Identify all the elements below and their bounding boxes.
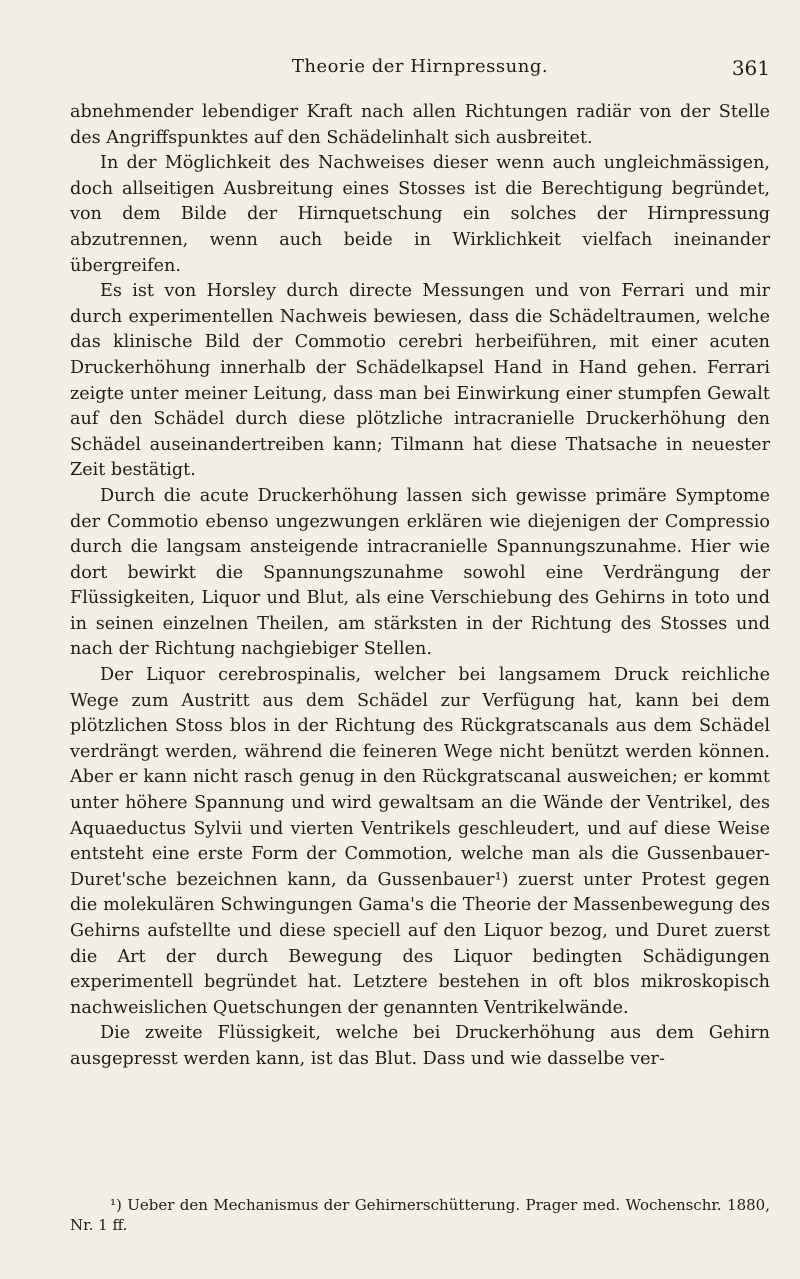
running-header [70, 56, 770, 86]
paragraph-1: abnehmender lebendiger Kraft nach allen Richtungen radiär von der Stelle des Angriffspunktes auf den Schädelinhalt sich ausbreitet. [70, 102, 770, 148]
paragraph-5: Der Liquor cerebrospinalis, welcher bei langsamem Druck reichliche Wege zum Austritt aus dem Schädel zur Verfügung hat, kann bei dem plötzlichen Stoss blos in der Richtung des Rückgratscanals aus dem Schädel verdrängt werden, während die feineren Wege nicht benützt werden können. Aber er kann nicht rasch genug in den Rückgratscanal ausweichen; er kommt unter höhere Spannung und wird gewaltsam an die Wände der Ventrikel, des Aquaeductus Sylvii und vierten Ventrikels geschleudert, und auf diese Weise entsteht eine erste Form der Commotion, welche man als die Gussenbauer-Duret'sche bezeichnen kann, da Gussenbauer¹) zuerst unter Protest gegen die molekulären Schwingungen Gama's die Theorie der Massenbewegung des Gehirns aufstellte und diese speciell auf den Liquor bezog, und Duret zuerst die Art der durch Bewegung des Liquor bedingten Schädigungen experimentell begründet hat. Letztere bestehen in oft blos mikroskopisch nachweislichen Quetschungen der genannten Ventrikelwände. [70, 665, 770, 1018]
page-number: 361 [731, 56, 770, 80]
paragraph-2: In der Möglichkeit des Nachweises dieser wenn auch ungleichmässigen, doch allseitigen Ausbreitung eines Stosses ist die Berechtigung begründet, von dem Bilde der Hirnquetschung ein solches der Hirnpressung abzutrennen, wenn auch beide in Wirklichkeit vielfach ineinander übergreifen. [70, 153, 770, 276]
footnote: ¹) Ueber den Mechanismus der Gehirnerschütterung. Prager med. Wochenschr. 1880, Nr. 1 ff. [70, 1196, 770, 1234]
running-title: Theorie der Hirnpressung. [291, 56, 549, 77]
paragraph-4: Durch die acute Druckerhöhung lassen sich gewisse primäre Symptome der Commotio ebenso ungezwungen erklären wie diejenigen der Compressio durch die langsam ansteigende intracranielle Spannungszunahme. Hier wie dort bewirkt die Spannungszunahme sowohl eine Verdrängung der Flüssigkeiten, Liquor und Blut, als eine Verschiebung des Gehirns in toto und in seinen einzelnen Theilen, am stärksten in der Richtung des Stosses und nach der Richtung nachgiebiger Stellen. [70, 485, 770, 660]
paragraph-3: Es ist von Horsley durch directe Messungen und von Ferrari und mir durch experimentellen Nachweis bewiesen, dass die Schädeltraumen, welche das klinische Bild der Commotio cerebri herbeiführen, mit einer acuten Druckerhöhung innerhalb der Schädelkapsel Hand in Hand gehen. Ferrari zeigte unter meiner Leitung, dass man bei Einwirkung einer stumpfen Gewalt auf den Schädel durch diese plötzliche intracranielle Druckerhöhung den Schädel auseinandertreiben kann; Tilmann hat diese Thatsache in neuester Zeit bestätigt. [70, 281, 770, 481]
paragraph-6: Die zweite Flüssigkeit, welche bei Druckerhöhung aus dem Gehirn ausgepresst werden kann, ist das Blut. Dass und wie dasselbe ver- [70, 1023, 770, 1069]
body-text [70, 100, 770, 1073]
